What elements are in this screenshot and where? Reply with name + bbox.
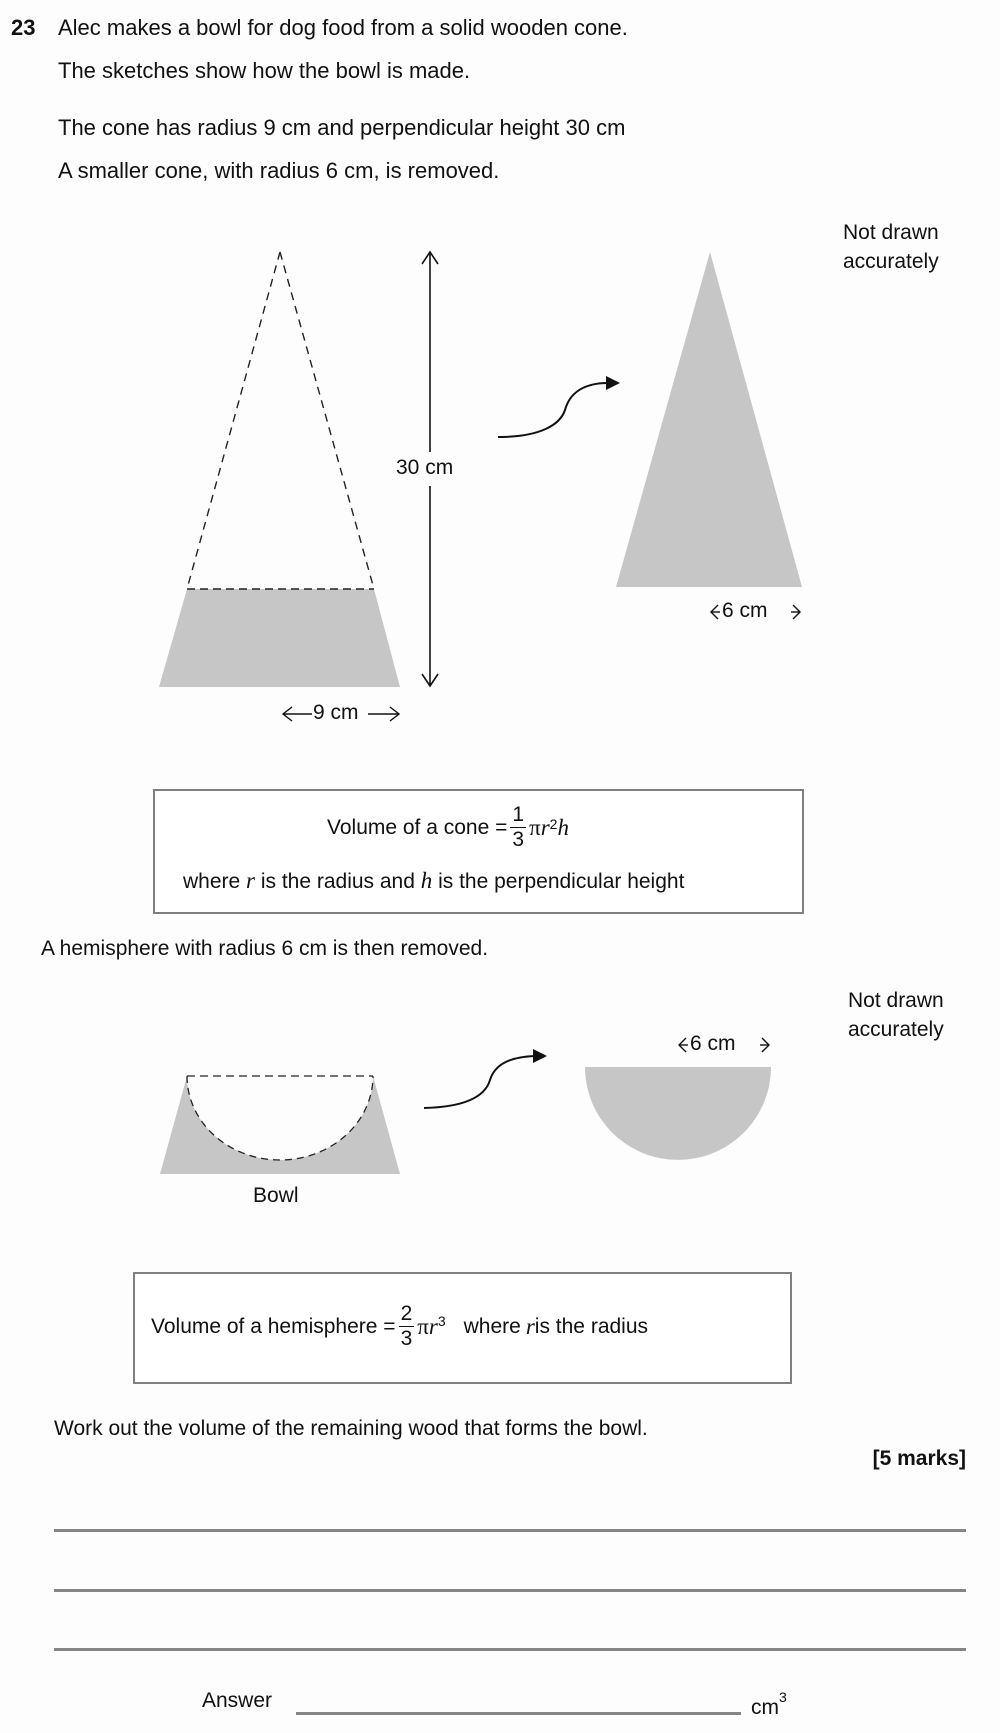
large-cone-diagram [159,252,400,687]
question-number: 23 [11,15,36,40]
question-line-1: Alec makes a bowl for dog food from a solid wooden cone. [58,15,628,40]
not-drawn-note-1-line1: Not drawn [843,221,939,244]
not-drawn-note-2-line1: Not drawn [848,989,944,1012]
question-line-3: The cone has radius 9 cm and perpendicular height 30 cm [58,115,626,140]
not-drawn-note-2-line2: accurately [848,1018,944,1041]
small-cone [616,252,802,587]
bowl-label: Bowl [253,1184,299,1207]
hemisphere [585,1067,771,1160]
pi-symbol: π [529,814,541,840]
curved-arrow-1 [498,383,608,437]
pi-symbol: π [417,1313,429,1339]
marks-label: [5 marks] [872,1447,966,1470]
hemisphere-formula: Volume of a hemisphere = $\frac{2}{3}$ π r $^3$ where r is the radius [151,1302,649,1350]
hemisphere-fraction: $\frac{2}{3}$ [400,1302,413,1350]
not-drawn-note-1-line2: accurately [843,250,939,273]
working-line-2[interactable] [54,1589,966,1592]
hemisphere-intro: A hemisphere with radius 6 cm is then removed. [41,937,489,960]
bowl-diagram [160,1076,400,1174]
working-line-3[interactable] [54,1648,966,1651]
answer-label: Answer [202,1689,273,1712]
big-radius-label: 9 cm [313,701,359,724]
hemisphere-formula-box [133,1272,792,1384]
cone-formula-prefix: Volume of a cone = [327,815,508,839]
working-line-1[interactable] [54,1529,966,1532]
question-line-4: A smaller cone, with radius 6 cm, is removed. [58,158,500,183]
answer-input[interactable] [296,1688,741,1715]
cone-formula-box [153,789,804,914]
task-instruction: Work out the volume of the remaining wood that forms the bowl. [54,1417,648,1440]
cone-fraction: $\frac{1}{3}$ [512,803,525,851]
cone-formula: Volume of a cone = $\frac{1}{3}$ π r $^2$ h [327,803,569,851]
small-radius-label: 6 cm [722,599,768,622]
hemisphere-radius-label: 6 cm [690,1032,736,1055]
curved-arrow-2 [424,1056,535,1108]
answer-unit: $cm^3$ [751,1689,787,1719]
question-line-2: The sketches show how the bowl is made. [58,58,471,83]
cone-formula-description: where r is the radius and h is the perpendicular height [183,868,685,893]
hemisphere-formula-prefix: Volume of a hemisphere = [151,1314,396,1338]
height-label: 30 cm [396,456,454,479]
